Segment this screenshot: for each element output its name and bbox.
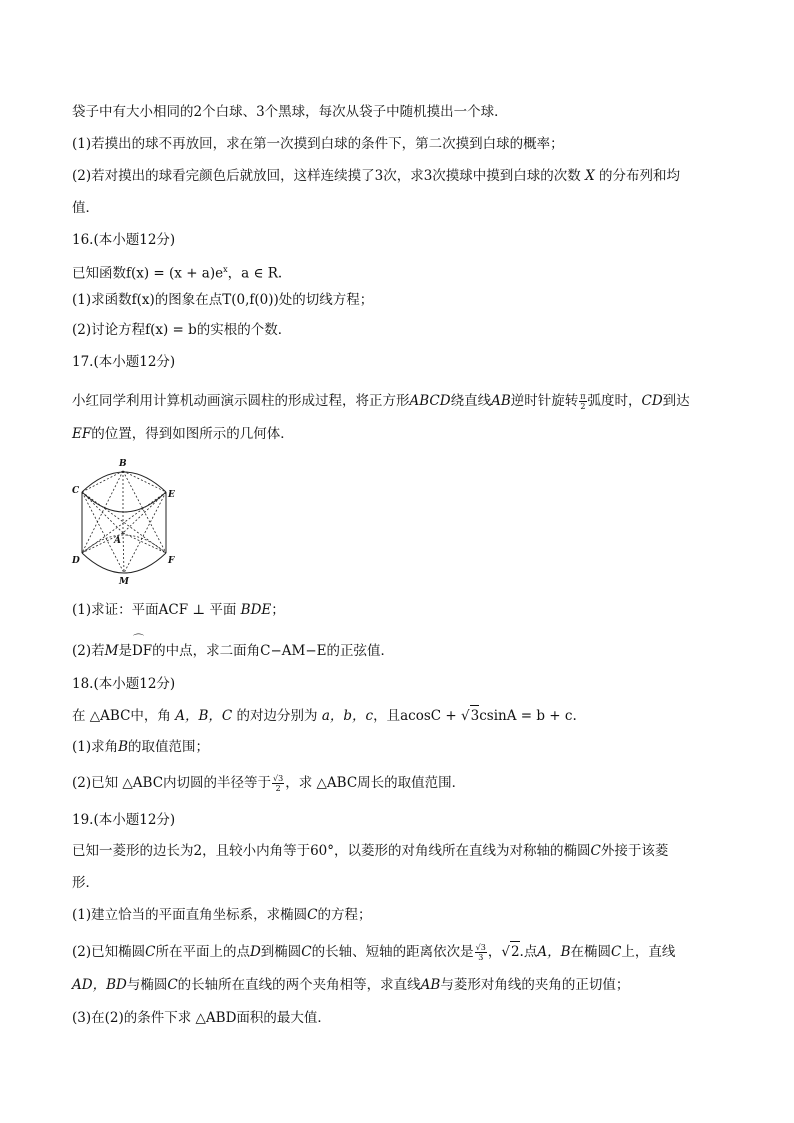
label-d: D: [72, 556, 80, 566]
q16-part2: (2)讨论方程f(x) = b的实根的个数．: [72, 322, 292, 338]
q18-part1: (1)求角B的取值范围；: [72, 739, 210, 755]
label-a: A: [114, 536, 121, 546]
q17-part1: (1)求证：平面ACF ⊥ 平面 BDE；: [72, 602, 285, 618]
q15-part1: (1)若摸出的球不再放回，求在第一次摸到白球的条件下，第二次摸到白球的概率；: [72, 136, 564, 152]
q17-stem: 小红同学利用计算机动画演示圆柱的形成过程，将正方形ABCD绕直线AB逆时针旋转 $\frac{\pi}{2}$ 弧度时，CD到达: [72, 392, 690, 411]
q19-part3: (3)在(2)的条件下求 △ABD面积的最大值．: [72, 1010, 331, 1026]
q17-fraction: $\frac{\pi}{2}$: [580, 392, 586, 411]
q16-stem: 已知函数$f(x) = (x + a)e^x$，a ∈ R.: [72, 265, 283, 282]
cylinder-figure: [68, 455, 180, 585]
top-arc-front: [82, 492, 166, 512]
q18-fraction: $\frac{√3}{2}$: [273, 774, 284, 793]
q17-part2: (2)若M是⌒ DF的中点，求二面角C−AM−E的正弦值．: [72, 641, 394, 661]
q15-part2-cont: 值．: [72, 200, 99, 216]
q15-intro: 袋子中有大小相同的2个白球、3个黑球，每次从袋子中随机摸出一个球．: [72, 104, 508, 120]
label-b: B: [119, 459, 127, 469]
q17-header: 17.(本小题12分): [72, 354, 176, 370]
q16-part1: (1)求函数f(x)的图象在点T(0,f(0))处的切线方程；: [72, 292, 374, 308]
q19-stem-cont: 形．: [72, 875, 99, 891]
q15-part2: (2)若对摸出的球看完颜色后就放回，这样连续摸了3次，求3次摸球中摸到白球的次数 X 的分布列和均: [72, 168, 681, 184]
q19-header: 19.(本小题12分): [72, 812, 176, 828]
q19-part2-cont: AD，BD与椭圆C的长轴所在直线的两个夹角相等，求直线AB与菱形对角线的夹角的正切值；: [72, 977, 630, 993]
label-m: M: [119, 577, 129, 585]
q19-fraction: $\frac{√3}{3}$: [475, 943, 486, 962]
q17-stem-cont: EF的位置，得到如图所示的几何体．: [72, 426, 294, 442]
label-c: C: [72, 486, 80, 496]
q18-header: 18.(本小题12分): [72, 676, 176, 692]
q18-part2: (2)已知 △ABC内切圆的半径等于 $\frac{√3}{2}$ ，求 △ABC周长的取值范围．: [72, 774, 466, 793]
q16-header: 16.(本小题12分): [72, 232, 176, 248]
top-arc-back: [82, 472, 166, 492]
q19-part1: (1)建立恰当的平面直角坐标系，求椭圆C的方程；: [72, 907, 372, 923]
q19-part2: (2)已知椭圆C所在平面上的点D到椭圆C的长轴、短轴的距离依次是 $\frac{√3}{3}$ ，√2.点A，B在椭圆C上，直线: [72, 943, 676, 962]
label-e: E: [168, 490, 175, 500]
q18-stem: 在 △ABC中，角 A，B，C 的对边分别为 a，b，c，且acosC + √3csinA = b + c.: [72, 705, 577, 726]
label-f: F: [168, 556, 175, 566]
q19-stem: 已知一菱形的边长为2，且较小内角等于60°，以菱形的对角线所在直线为对称轴的椭圆C外接于该菱: [72, 843, 669, 859]
